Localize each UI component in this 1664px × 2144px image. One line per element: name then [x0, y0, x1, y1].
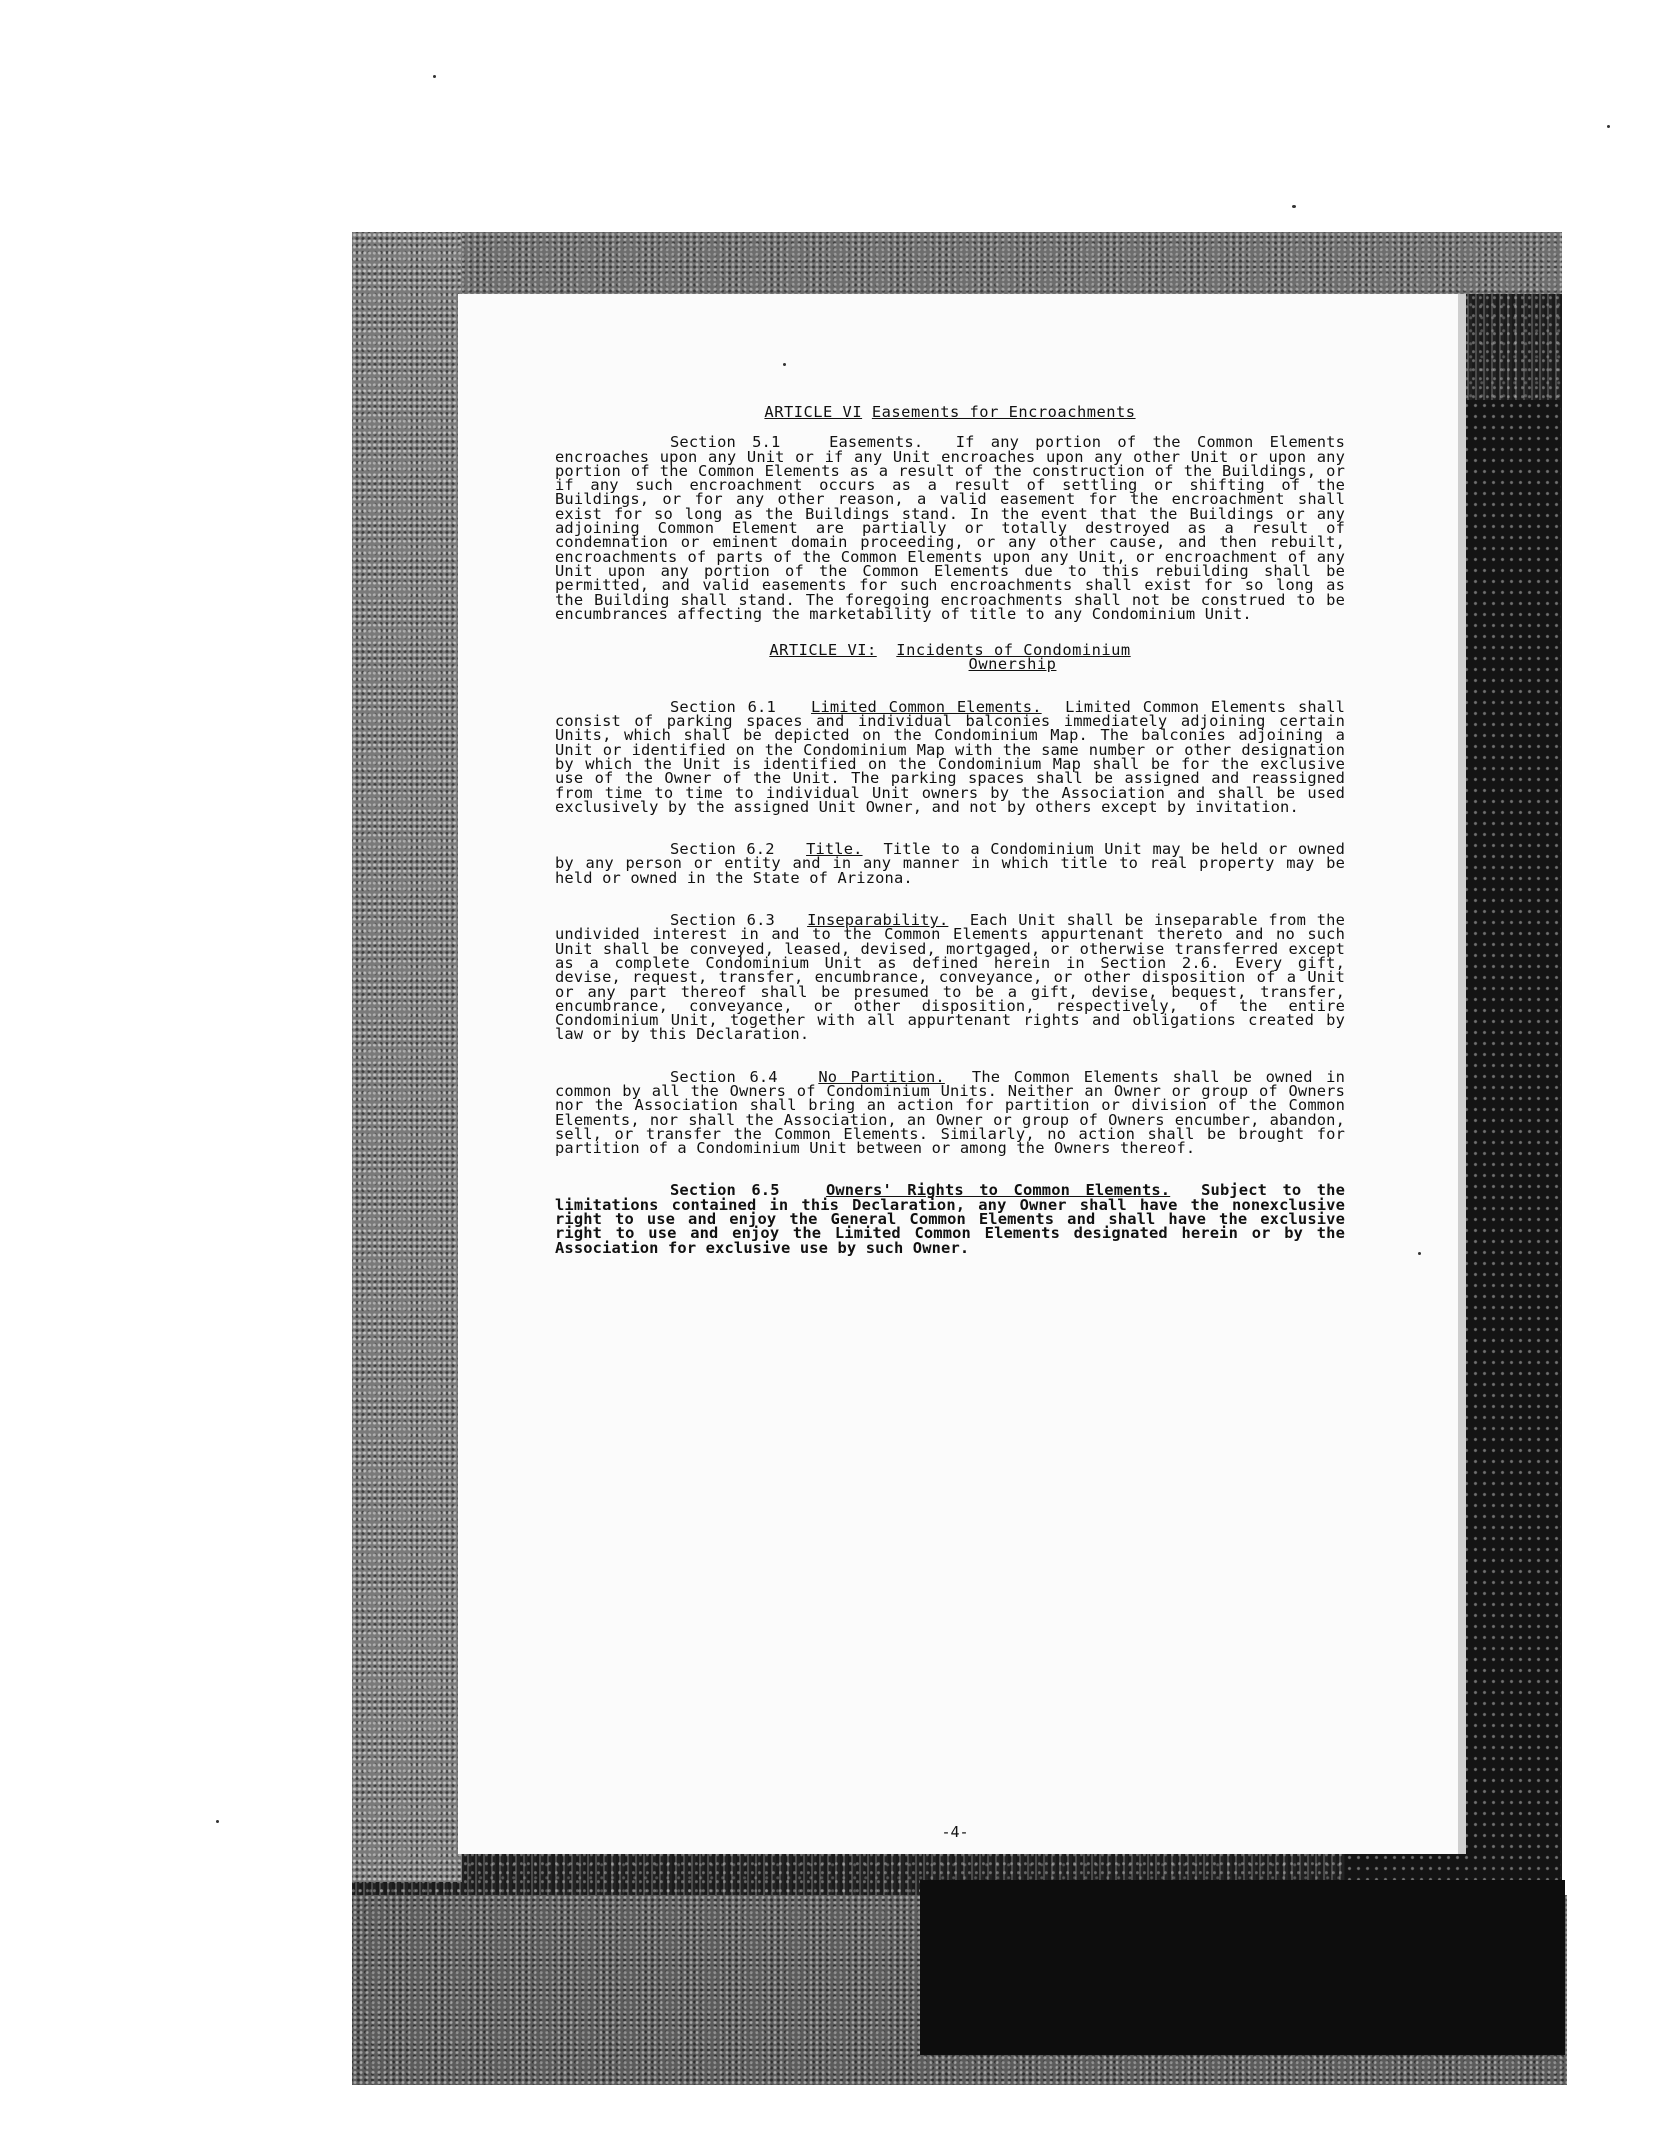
- article-6-label: ARTICLE VI:: [769, 641, 877, 660]
- section-title: No Partition.: [818, 1067, 945, 1086]
- scan-speck: [1607, 125, 1610, 128]
- scan-speck: [1418, 1252, 1421, 1255]
- section-number: Section 5.1: [670, 433, 781, 452]
- page-edge: [1458, 294, 1466, 1854]
- scan-border-bottom-shadow: [920, 1880, 1565, 2055]
- scan-border-top: [352, 232, 1562, 294]
- section-6-5: [555, 1181, 1345, 1257]
- section-text: Each Unit shall be inseparable from the undivided interest in and to the Common Elements appurtenant thereto and no such Unit shall be conveyed, leased, devised, mortgaged, or otherwise transferred except as a complete Condominium Unit as defined herein in Section 2.6. Every gift, devise, request, transfer, encumbrance, conveyance, or other disposition of a Unit or any part thereof shall be presumed to be a gift, devise, bequest, transfer, encumbrance, conveyance, or other disposition, respectively, of the entire Condominium Unit, together with all appurtenant rights and obligations created by law or by this Declaration.: [555, 911, 1346, 1044]
- article-5-label: ARTICLE VI: [764, 403, 863, 421]
- section-number: Section 6.4: [670, 1067, 778, 1086]
- section-6-2: [555, 842, 1345, 885]
- section-title: Title.: [806, 840, 863, 859]
- section-6-4: [555, 1067, 1346, 1158]
- section-number: Section 6.2: [670, 840, 775, 859]
- section-text: Subject to the limitations contained in this Declaration, any Owner shall have the nonexclusive right to use and enjoy the General Common Elements and shall have the exclusive right to use and enjoy the Limited Common Elements designated herein or by the Association for exclusive use by such Owner.: [555, 1181, 1345, 1257]
- scan-speck: [433, 75, 436, 78]
- section-text: The Common Elements shall be owned in common by all the Owners of Condominium Units. Neither an Owner or group of Owners nor the Association shall bring an action for partition or division of the Common Elements, nor shall the Association, an Owner or group of Owners encumber, abandon, sell, or transfer the Common Elements. Similarly, no action shall be brought for partition of a Condominium Unit between or among the Owners thereof.: [555, 1067, 1346, 1158]
- section-title: Owners' Rights to Common Elements.: [825, 1181, 1171, 1200]
- section-number: Section 6.1: [670, 697, 776, 716]
- article-5-heading: [555, 405, 1345, 419]
- scan-speck: [216, 1820, 219, 1823]
- section-5-1: [555, 435, 1345, 621]
- article-6-title-line-2: Ownership: [968, 655, 1057, 674]
- article-6-heading: [555, 643, 1345, 672]
- scan-speck: [1292, 205, 1296, 208]
- article-6-title-line-1: Incidents of Condominium: [896, 641, 1131, 660]
- section-6-3: [555, 913, 1345, 1042]
- page-number: -4-: [941, 1823, 969, 1841]
- section-title: Easements.: [829, 433, 924, 452]
- section-number: Section 6.3: [670, 911, 775, 930]
- section-number: Section 6.5: [670, 1181, 780, 1200]
- document-body: [555, 405, 1345, 1255]
- section-6-1: [555, 697, 1346, 816]
- section-text: Limited Common Elements shall consist of parking spaces and individual balconies immediately adjoining certain Units, which shall be depicted on the Condominium Map. The balconies adjoining a Unit or identified on the Condominium Map with the same number or other designation by which the Unit is identified on the Condominium Map shall be for the exclusive use of the Owner of the Unit. The parking spaces shall be assigned and reassigned from time to time to individual Unit owners by the Association and shall be used exclusively by the assigned Unit Owner, and not by others except by invitation.: [555, 697, 1346, 816]
- section-title: Limited Common Elements.: [811, 697, 1042, 716]
- section-title: Inseparability.: [807, 911, 949, 930]
- scan-speck: [783, 363, 786, 366]
- section-text: Title to a Condominium Unit may be held or owned by any person or entity and in any manner in which title to real property may be held or owned in the State of Arizona.: [555, 840, 1345, 887]
- section-text: If any portion of the Common Elements encroaches upon any Unit or if any Unit encroaches upon any other Unit or upon any portion of the Common Elements as a result of the construction of the Buildings, or if any such encroachment occurs as a result of settling or shifting of the Buildings, or for any other reason, a valid easement for the encroachment shall exist for so long as the Buildings stand. In the event that the Buildings or any adjoining Common Element are partially or totally destroyed as a result of condemnation or eminent domain proceeding, or any other cause, and then rebuilt, encroachments of parts of the Common Elements upon any Unit, or encroachment of any Unit upon any portion of the Common Elements due to this rebuilding shall be permitted, and valid easements for such encroachments shall exist for so long as the Building shall stand. The foregoing encroachments shall not be construed to be encumbrances affecting the marketability of title to any Condominium Unit.: [555, 433, 1346, 623]
- article-5-title: Easements for Encroachments: [871, 403, 1136, 421]
- scan-border-left: [352, 232, 462, 1882]
